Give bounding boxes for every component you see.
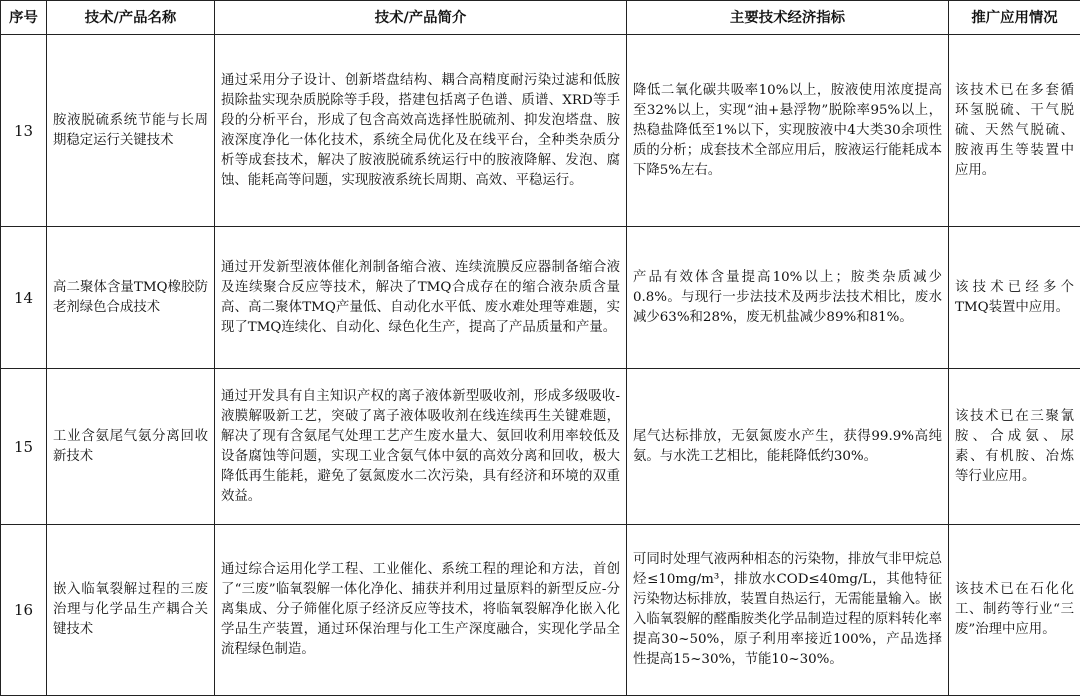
header-row <box>1 1 1080 35</box>
row-intro: 通过开发具有自主知识产权的离子液体新型吸收剂，形成多级吸收-液膜解吸新工艺，突破了离子液体吸收剂在线连续再生关键难题，解决了现有含氨尾气处理工艺产生废水量大、氨回收利用率较低及设备腐蚀等问题，实现工业含氨气体中氨的高效分离和回收，极大降低再生能耗，避免了氨氮废水二次污染，具有经济和环境的双重效益。 <box>215 369 627 525</box>
row-metrics: 降低二氧化碳共吸率10%以上，胺液使用浓度提高至32%以上，实现“油+悬浮物”脱除率95%以上，热稳盐降低至1%以下，实现胺液中4大类30余项性质的分析；成套技术全部应用后，胺液运行能耗成本下降5%左右。 <box>627 35 949 227</box>
row-seq: 15 <box>1 369 47 525</box>
row-metrics: 尾气达标排放，无氨氮废水产生，获得99.9%高纯氨。与水洗工艺相比，能耗降低约30%。 <box>627 369 949 525</box>
row-intro: 通过采用分子设计、创新塔盘结构、耦合高精度耐污染过滤和低胺损除盐实现杂质脱除等手段，搭建包括离子色谱、质谱、XRD等手段的分析平台，形成了包含高效高选择性脱硫剂、抑发泡塔盘、胺液深度净化一体化技术，系统全局优化及在线平台，全种类杂质分析等成套技术，解决了胺液脱硫系统运行中的胺液降解、发泡、腐蚀、能耗高等问题，实现胺液系统长周期、高效、平稳运行。 <box>215 35 627 227</box>
header-status: 推广应用情况 <box>949 1 1080 35</box>
table-row <box>1 35 1080 227</box>
header-intro: 技术/产品简介 <box>215 1 627 35</box>
table-row <box>1 227 1080 369</box>
row-name: 高二聚体含量TMQ橡胶防老剂绿色合成技术 <box>47 227 215 369</box>
row-metrics: 产品有效体含量提高10%以上；胺类杂质减少0.8%。与现行一步法技术及两步法技术相比，废水减少63%和28%，废无机盐减少89%和81%。 <box>627 227 949 369</box>
header-seq: 序号 <box>1 1 47 35</box>
table-row <box>1 525 1080 696</box>
row-status: 该技术已在石化化工、制药等行业“三废”治理中应用。 <box>949 525 1080 696</box>
row-seq: 13 <box>1 35 47 227</box>
row-name: 工业含氨尾气氨分离回收新技术 <box>47 369 215 525</box>
header-metrics: 主要技术经济指标 <box>627 1 949 35</box>
row-intro: 通过综合运用化学工程、工业催化、系统工程的理论和方法，首创了“三废”临氧裂解一体化净化、捕获并利用过量原料的新型反应-分离集成、分子筛催化原子经济反应等技术，将临氧裂解净化嵌入化学品生产装置，通过环保治理与化工生产深度融合，实现化学品全流程绿色制造。 <box>215 525 627 696</box>
row-intro: 通过开发新型液体催化剂制备缩合液、连续流膜反应器制备缩合液及连续聚合反应等技术，解决了TMQ合成存在的缩合液杂质含量高、高二聚体TMQ产量低、自动化水平低、废水难处理等难题，实现了TMQ连续化、自动化、绿色化生产，提高了产品质量和产量。 <box>215 227 627 369</box>
row-name: 胺液脱硫系统节能与长周期稳定运行关键技术 <box>47 35 215 227</box>
table-row <box>1 369 1080 525</box>
row-status: 该技术已在三聚氰胺、合成氨、尿素、有机胺、冶炼等行业应用。 <box>949 369 1080 525</box>
row-name: 嵌入临氧裂解过程的三废治理与化学品生产耦合关键技术 <box>47 525 215 696</box>
row-status: 该技术已在多套循环氢脱硫、干气脱硫、天然气脱硫、胺液再生等装置中应用。 <box>949 35 1080 227</box>
header-name: 技术/产品名称 <box>47 1 215 35</box>
row-seq: 14 <box>1 227 47 369</box>
row-metrics: 可同时处理气液两种相态的污染物，排放气非甲烷总烃≤10mg/m³，排放水COD≤40mg/L，其他特征污染物达标排放，装置自热运行，无需能量输入。嵌入临氧裂解的醛酯胺类化学品制造过程的原料转化率提高30~50%，原子利用率接近100%，产品选择性提高15~30%，节能10~30%。 <box>627 525 949 696</box>
row-seq: 16 <box>1 525 47 696</box>
row-status: 该技术已经多个TMQ装置中应用。 <box>949 227 1080 369</box>
